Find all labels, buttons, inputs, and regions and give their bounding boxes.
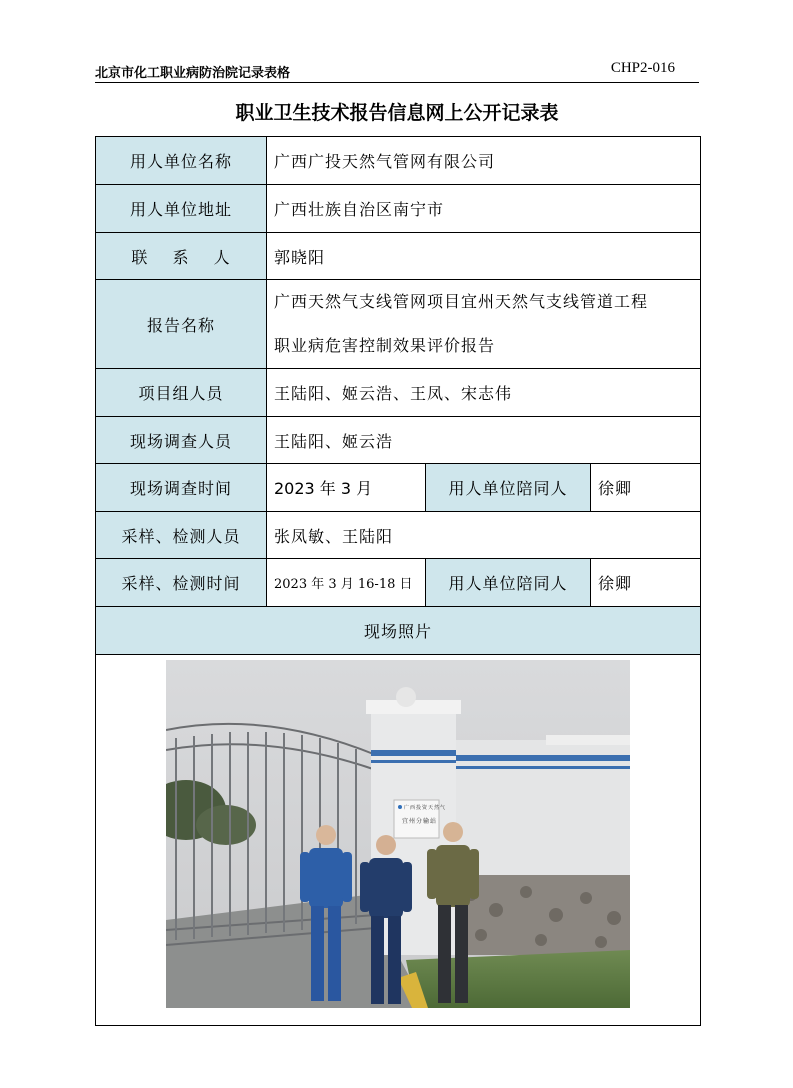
project-members-label: 项目组人员 bbox=[96, 369, 267, 417]
page-title: 职业卫生技术报告信息网上公开记录表 bbox=[235, 102, 559, 124]
sampling-time-label: 采样、检测时间 bbox=[96, 559, 267, 607]
report-name-value bbox=[267, 280, 701, 369]
site-survey-time-value: 2023 年 3 月 bbox=[267, 464, 426, 512]
site-survey-companion-label: 用人单位陪同人 bbox=[426, 464, 591, 512]
unit-name-label: 用人单位名称 bbox=[96, 137, 267, 185]
report-name-line2: 职业病危害控制效果评价报告 bbox=[274, 336, 496, 355]
photo-cell bbox=[96, 655, 701, 1026]
document-header bbox=[95, 58, 699, 83]
site-survey-staff-label: 现场调查人员 bbox=[96, 417, 267, 464]
sampling-time-value: 2023 年 3 月 16-18 日 bbox=[267, 559, 426, 607]
table-row bbox=[96, 559, 701, 607]
site-survey-companion-value: 徐卿 bbox=[591, 464, 701, 512]
table-row bbox=[96, 369, 701, 417]
report-name-label: 报告名称 bbox=[96, 280, 267, 369]
table-row bbox=[96, 137, 701, 185]
report-name-line1: 广西天然气支线管网项目宜州天然气支线管道工程 bbox=[274, 292, 649, 311]
table-row bbox=[96, 417, 701, 464]
table-row bbox=[96, 464, 701, 512]
sampling-staff-value: 张凤敏、王陆阳 bbox=[267, 512, 701, 559]
unit-address-label: 用人单位地址 bbox=[96, 185, 267, 233]
photo-section-label: 现场照片 bbox=[96, 607, 701, 655]
contact-label: 联 系 人 bbox=[96, 233, 267, 280]
unit-address-value: 广西壮族自治区南宁市 bbox=[267, 185, 701, 233]
table-row bbox=[96, 655, 701, 1026]
project-members-value: 王陆阳、姬云浩、王凤、宋志伟 bbox=[267, 369, 701, 417]
table-row bbox=[96, 512, 701, 559]
site-photo bbox=[166, 660, 630, 1008]
table-row bbox=[96, 607, 701, 655]
table-row bbox=[96, 280, 701, 369]
sampling-companion-value: 徐卿 bbox=[591, 559, 701, 607]
form-code: CHP2-016 bbox=[610, 60, 675, 76]
sign-text-line1: 广西投资天然气 bbox=[404, 805, 447, 811]
table-row bbox=[96, 233, 701, 280]
unit-name-value: 广西广投天然气管网有限公司 bbox=[267, 137, 701, 185]
sampling-staff-label: 采样、检测人员 bbox=[96, 512, 267, 559]
sign-text-line2: 宜州分输站 bbox=[402, 818, 438, 825]
site-survey-staff-value: 王陆阳、姬云浩 bbox=[267, 417, 701, 464]
table-row bbox=[96, 185, 701, 233]
contact-value: 郭晓阳 bbox=[267, 233, 701, 280]
record-table bbox=[95, 136, 701, 1026]
site-survey-time-label: 现场调查时间 bbox=[96, 464, 267, 512]
organization-name: 北京市化工职业病防治院记录表格 bbox=[95, 66, 291, 81]
sampling-companion-label: 用人单位陪同人 bbox=[426, 559, 591, 607]
